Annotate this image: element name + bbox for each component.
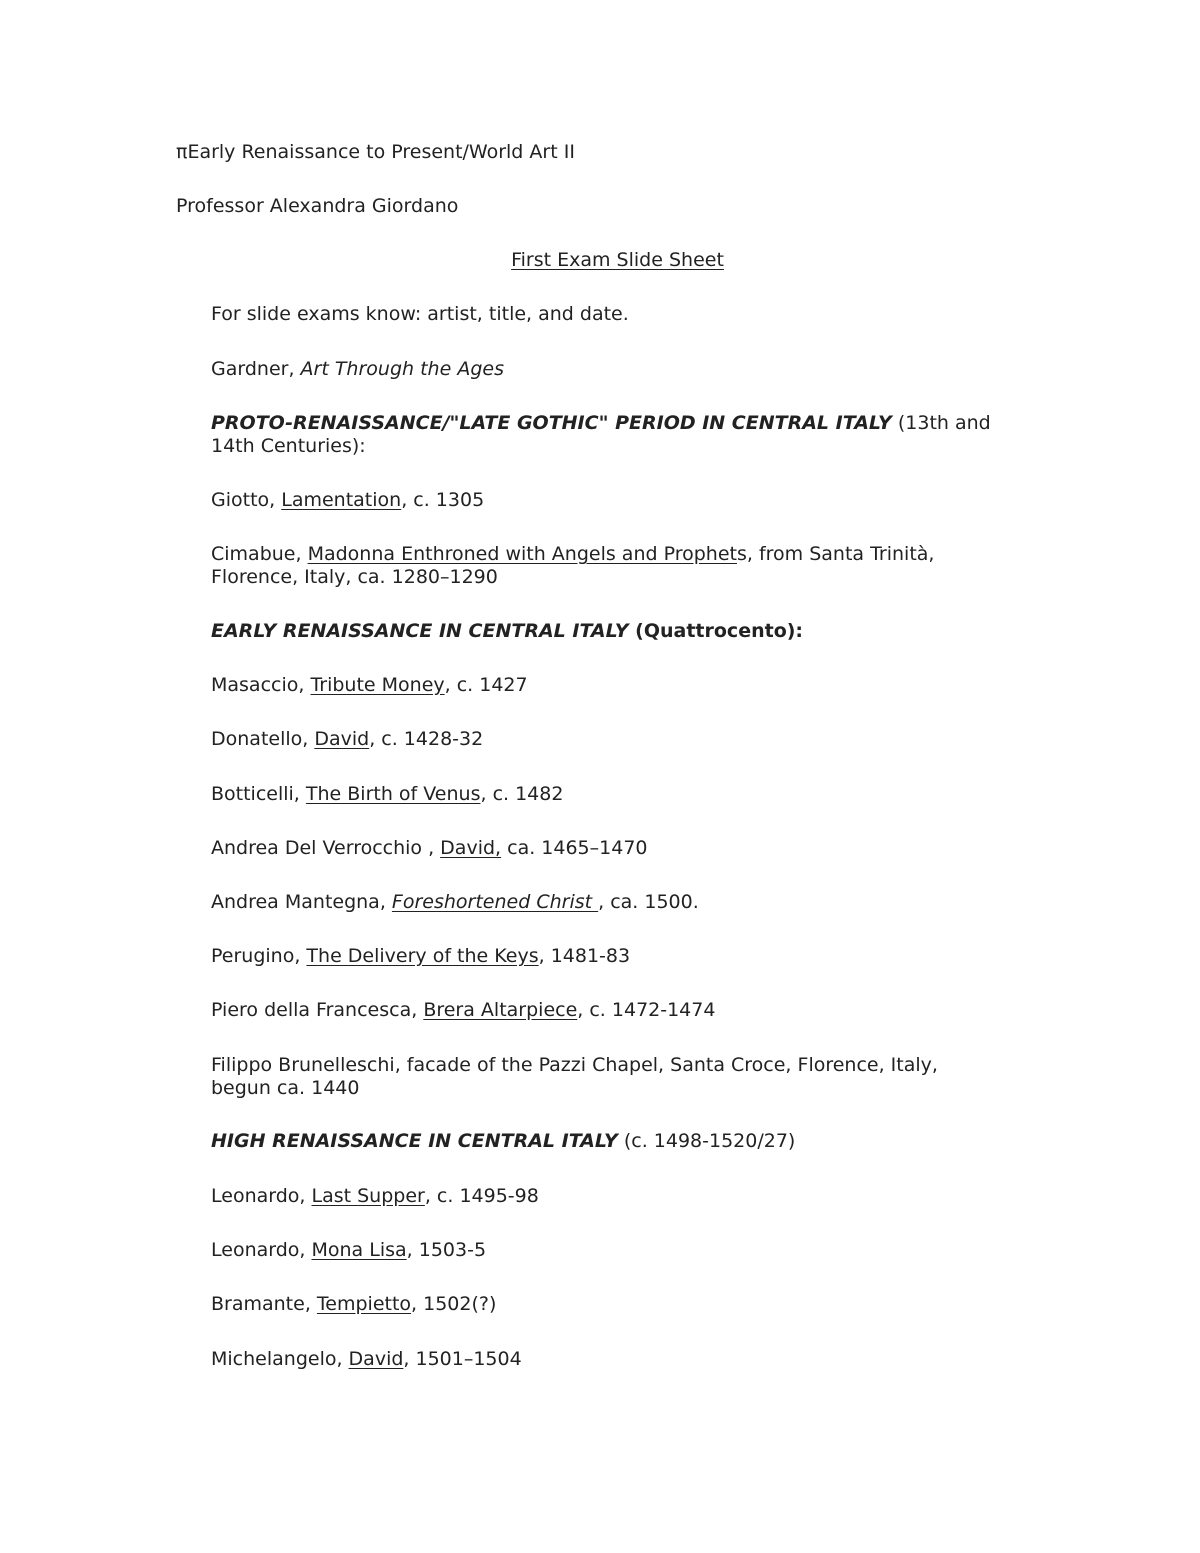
artwork-artist: Leonardo,	[211, 1239, 312, 1261]
artwork-details: , 1501–1504	[403, 1348, 522, 1370]
artwork-title: The Birth of Venus	[305, 783, 481, 805]
textbook-author: Gardner,	[211, 358, 301, 380]
artwork-details: , 1502(?)	[411, 1293, 497, 1315]
artwork-title: The Delivery of the Keys	[306, 945, 539, 967]
list-item	[211, 891, 699, 914]
list-item	[211, 489, 484, 512]
artwork-artist: Cimabue,	[211, 543, 308, 565]
list-item	[211, 945, 630, 968]
artwork-title-tail: s	[736, 543, 747, 565]
list-item	[211, 999, 715, 1022]
artwork-title: Foreshortened Christ	[391, 891, 599, 913]
list-item	[211, 1185, 539, 1208]
list-item: Filippo Brunelleschi, facade of the Pazzi Chapel, Santa Croce, Florence, Italy, begun ca. 1440	[211, 1054, 938, 1099]
artwork-title: Mona Lisa	[311, 1239, 407, 1261]
artwork-artist: Andrea Mantegna,	[211, 891, 392, 913]
section-heading-text: EARLY RENAISSANCE IN CENTRAL ITALY	[211, 620, 629, 642]
artwork-title: Tribute Money	[310, 674, 445, 696]
professor-name: Professor Alexandra Giordano	[176, 195, 459, 217]
artwork-artist: Giotto,	[211, 489, 282, 511]
section-heading-text: PROTO-RENAISSANCE/"LATE GOTHIC" PERIOD IN CENTRAL ITALY	[211, 412, 892, 434]
list-item	[211, 728, 483, 751]
textbook-title: Art Through the Ages	[300, 358, 504, 380]
artwork-details: , 1481-83	[538, 945, 631, 967]
list-item	[211, 543, 1001, 589]
list-item	[211, 1293, 496, 1316]
section-heading-suffix: (13th and 14th Centuries):	[211, 412, 991, 457]
artwork-artist: Bramante,	[211, 1293, 317, 1315]
artwork-artist: Andrea Del Verrocchio ,	[211, 837, 441, 859]
section-heading-text: HIGH RENAISSANCE IN CENTRAL ITALY	[211, 1130, 618, 1152]
sheet-title	[0, 249, 1200, 272]
artwork-details: , c. 1305	[401, 489, 485, 511]
artwork-artist: Michelangelo,	[211, 1348, 349, 1370]
artwork-details: , from Santa Trinità, Florence, Italy, ca. 1280–1290	[211, 543, 935, 588]
list-item	[211, 1348, 522, 1371]
artwork-title: Tempietto	[316, 1293, 412, 1315]
artwork-details: , c. 1427	[444, 674, 528, 696]
artwork-details: , ca. 1500.	[598, 891, 699, 913]
artwork-details: , c. 1482	[480, 783, 564, 805]
sheet-title-text: First Exam Slide Sheet	[511, 249, 724, 271]
section-heading-high-renaissance	[211, 1130, 795, 1153]
section-heading-proto-renaissance	[211, 412, 1031, 458]
artwork-title: David	[348, 1348, 404, 1370]
list-item	[211, 783, 563, 806]
section-heading-early-renaissance	[211, 620, 803, 643]
course-title: πEarly Renaissance to Present/World Art II	[176, 141, 575, 163]
artwork-artist: Piero della Francesca,	[211, 999, 424, 1021]
artwork-title: David	[314, 728, 370, 750]
artwork-details: , c. 1472-1474	[577, 999, 716, 1021]
artwork-details: ca. 1465–1470	[501, 837, 648, 859]
artwork-title: Lamentation	[281, 489, 402, 511]
artwork-artist: Masaccio,	[211, 674, 311, 696]
list-item	[211, 1239, 486, 1262]
artwork-artist: Botticelli,	[211, 783, 306, 805]
artwork-artist: Donatello,	[211, 728, 315, 750]
section-heading-suffix: (Quattrocento):	[628, 620, 804, 642]
artwork-artist: Leonardo,	[211, 1185, 312, 1207]
instructions: For slide exams know: artist, title, and date.	[211, 303, 629, 325]
section-heading-suffix: (c. 1498-1520/27)	[617, 1130, 796, 1152]
list-item	[211, 837, 648, 860]
artwork-title: Brera Altarpiece	[423, 999, 578, 1021]
artwork-details: , c. 1428-32	[369, 728, 484, 750]
artwork-artist: Perugino,	[211, 945, 307, 967]
artwork-details: , 1503-5	[406, 1239, 487, 1261]
artwork-title: Last Supper	[311, 1185, 425, 1207]
artwork-details: , c. 1495-98	[424, 1185, 539, 1207]
artwork-title: David,	[440, 837, 502, 859]
textbook-reference	[211, 358, 504, 381]
artwork-title: Madonna Enthroned with Angels and Prophet	[307, 543, 737, 565]
list-item	[211, 674, 528, 697]
